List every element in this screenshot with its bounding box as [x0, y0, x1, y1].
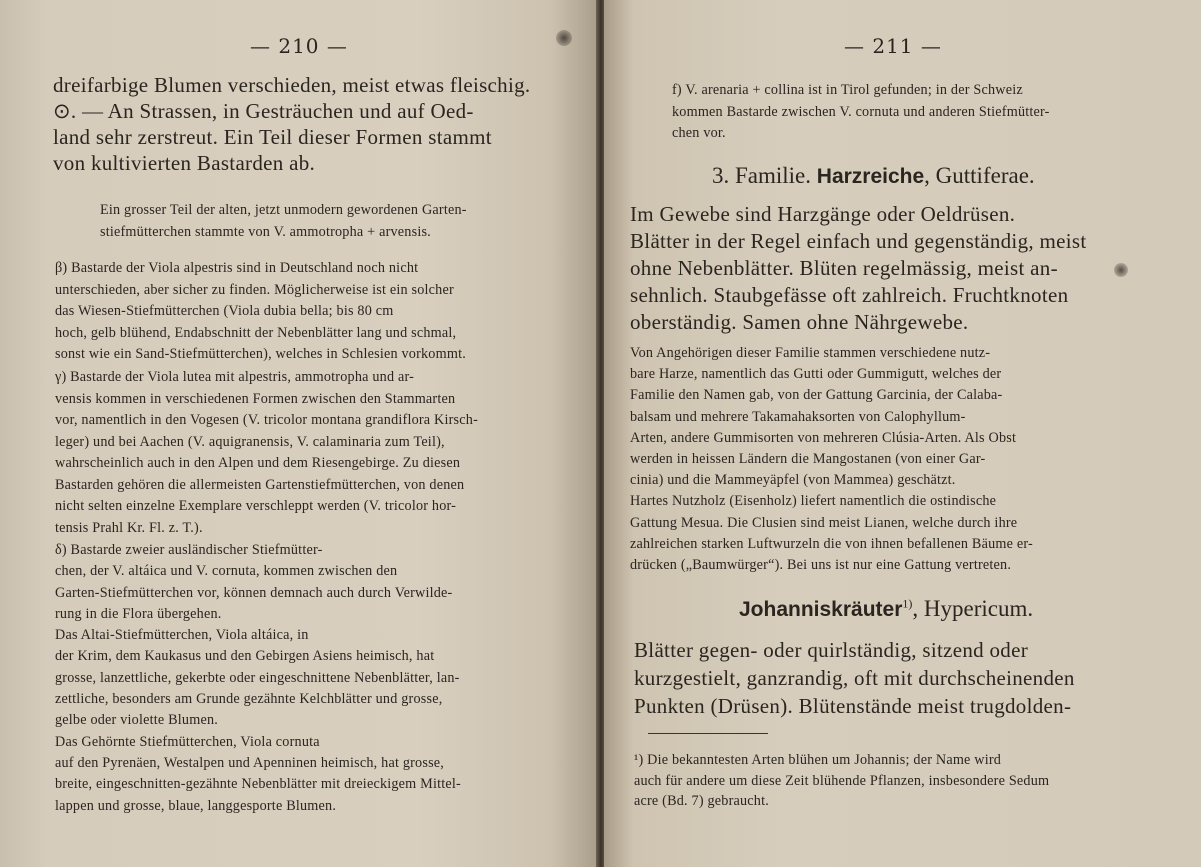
text-line: land sehr zerstreut. Ein Teil dieser Formen stammt — [53, 125, 492, 149]
text-line: f) V. arenaria + collina ist in Tirol gefunden; in der Schweiz — [672, 82, 1023, 98]
text-line: Das Altai-Stiefmütterchen, Viola altáica, in — [55, 627, 309, 644]
text-line: Hartes Nutzholz (Eisenholz) liefert namentlich die ostindische — [630, 493, 997, 510]
text-line: Bastarden gehören die allermeisten Gartenstiefmütterchen, von denen — [55, 476, 465, 493]
text-line: γ) Bastarde der Viola lutea mit alpestris, ammotropha und ar- — [55, 369, 415, 385]
ink-smudge — [556, 30, 572, 46]
left-paragraph-beta — [55, 258, 580, 366]
text-line: δ) Bastarde zweier ausländischer Stiefmütter- — [55, 542, 323, 558]
text-line: Gattung Mesua. Die Clusien sind meist Lianen, welche durch ihre — [630, 514, 1018, 531]
text-line: tensis Prahl Kr. Fl. z. T.). — [55, 519, 203, 536]
text-line: Arten, andere Gummisorten von mehreren Clúsia-Arten. Als Obst — [630, 429, 1017, 446]
text-line: ⊙. — An Strassen, in Gesträuchen und auf Oed- — [53, 99, 474, 123]
text-line: Blätter gegen- oder quirlständig, sitzend oder — [634, 638, 1029, 662]
text-line: auf den Pyrenäen, Westalpen und Apenninen heimisch, hat grosse, — [55, 754, 445, 771]
text-line: dreifarbige Blumen verschieden, meist etwas fleischig. — [53, 73, 531, 97]
right-page — [604, 0, 1201, 867]
text-line: ¹) Die bekanntesten Arten blühen um Johannis; der Name wird — [634, 752, 1002, 768]
text-line: stiefmütterchen stammte von V. ammotropha + arvensis. — [100, 223, 431, 240]
text-line: lappen und grosse, blaue, langgesporte Blumen. — [55, 797, 337, 814]
text-line: wahrscheinlich auch in den Alpen und dem Riesengebirge. Zu diesen — [55, 455, 461, 471]
text-line: sehnlich. Staubgefässe oft zahlreich. Fruchtknoten — [630, 283, 1069, 307]
text-line: vor, namentlich in den Vogesen (V. tricolor montana grandiflora Kirsch- — [55, 412, 478, 428]
text-line: drücken („Baumwürger“). Bei uns ist nur eine Gattung vertreten. — [630, 557, 1012, 574]
right-genus-description — [634, 636, 1164, 720]
text-line: Im Gewebe sind Harzgänge oder Oeldrüsen. — [630, 202, 1016, 226]
text-line: nicht selten einzelne Exemplare verschleppt werden (V. tricolor hor- — [55, 498, 457, 514]
genus-heading-latin: , Hypericum. — [912, 596, 1034, 621]
text-line: chen, der V. altáica und V. cornuta, kommen zwischen den — [55, 563, 398, 580]
text-line: kurzgestielt, ganzrandig, oft mit durchscheinenden — [634, 666, 1075, 690]
text-line: breite, eingeschnitten-gezähnte Nebenblätter mit dreieckigem Mittel- — [55, 776, 461, 793]
text-line: unterschieden, aber sicher zu finden. Möglicherweise ist ein solcher — [55, 281, 454, 298]
page-number-left: — 210 — — [250, 34, 348, 58]
text-line: von kultivierten Bastarden ab. — [53, 151, 316, 175]
text-line: balsam und mehrere Takamahaksorten von Calophyllum- — [630, 408, 966, 425]
text-line: Von Angehörigen dieser Familie stammen verschiedene nutz- — [630, 345, 991, 361]
text-line: leger) und bei Aachen (V. aquigranensis, V. calaminaria zum Teil), — [55, 433, 445, 450]
page-number-right: — 211 — — [844, 34, 942, 58]
text-line: Garten-Stiefmütterchen vor, können demnach auch durch Verwilde- — [55, 584, 453, 601]
text-line: Familie den Namen gab, von der Gattung Garcinia, der Calaba- — [630, 387, 1003, 404]
text-line: acre (Bd. 7) gebraucht. — [634, 793, 769, 809]
text-line: zahlreichen starken Luftwurzeln die von ihnen befallenen Bäume er- — [630, 535, 1033, 552]
text-line: der Krim, dem Kaukasus und den Gebirgen Asiens heimisch, hat — [55, 648, 435, 665]
family-heading-name: Harzreiche — [816, 165, 925, 188]
text-line: Blätter in der Regel einfach und gegenständig, meist — [630, 229, 1087, 253]
text-line: das Wiesen-Stiefmütterchen (Viola dubia bella; bis 80 cm — [55, 303, 394, 319]
text-line: sonst wie ein Sand-Stiefmütterchen), welches in Schlesien vorkommt. — [55, 346, 466, 362]
family-heading-latin: , Guttiferae. — [924, 163, 1035, 188]
text-line: Das Gehörnte Stiefmütterchen, Viola cornuta — [55, 733, 320, 750]
text-line: kommen Bastarde zwischen V. cornuta und anderen Stiefmütter- — [672, 103, 1050, 120]
left-paragraph-1 — [53, 72, 573, 176]
text-line: werden in heissen Ländern die Mangostanen (von einer Gar- — [630, 451, 986, 468]
text-line: vensis kommen in verschiedenen Formen zwischen den Stammarten — [55, 390, 456, 407]
text-line: β) Bastarde der Viola alpestris sind in Deutschland noch nicht — [55, 260, 419, 276]
text-line: grosse, lanzettliche, gekerbte oder eingeschnittene Nebenblätter, lan- — [55, 669, 460, 686]
left-paragraph-2 — [100, 200, 580, 243]
family-heading — [712, 163, 1035, 189]
genus-heading — [739, 596, 1033, 622]
text-line: cinia) und die Mammeyäpfel (von Mammea) geschätzt. — [630, 472, 956, 489]
genus-heading-name: Johanniskräuter — [739, 598, 903, 621]
text-line: hoch, gelb blühend, Endabschnitt der Nebenblätter lang und schmal, — [55, 324, 457, 341]
right-family-description — [630, 201, 1160, 336]
footnote-rule — [648, 733, 768, 734]
text-line: auch für andere um diese Zeit blühende Pflanzen, insbesondere Sedum — [634, 772, 1050, 789]
text-line: Punkten (Drüsen). Blütenstände meist trugdolden- — [634, 694, 1072, 718]
text-line: bare Harze, namentlich das Gutti oder Gummigutt, welches der — [630, 366, 1002, 383]
right-family-notes — [630, 343, 1170, 576]
text-line: chen vor. — [672, 125, 726, 141]
family-heading-prefix: 3. Familie. — [712, 163, 817, 188]
text-line: Ein grosser Teil der alten, jetzt unmodern gewordenen Garten- — [100, 202, 467, 218]
text-line: ohne Nebenblätter. Blüten regelmässig, meist an- — [630, 256, 1058, 280]
text-line: oberständig. Samen ohne Nährgewebe. — [630, 310, 969, 334]
left-paragraph-delta — [55, 540, 580, 817]
right-paragraph-f — [672, 80, 1172, 145]
left-page — [0, 0, 598, 867]
left-paragraph-gamma — [55, 367, 580, 539]
ink-smudge — [1114, 263, 1128, 277]
footnote — [634, 750, 1164, 812]
text-line: zettliche, besonders am Grunde gezähnte Kelchblätter und grosse, — [55, 691, 443, 708]
text-line: gelbe oder violette Blumen. — [55, 712, 218, 729]
text-line: rung in die Flora übergehen. — [55, 605, 222, 622]
genus-footnote-marker: 1) — [902, 596, 913, 611]
